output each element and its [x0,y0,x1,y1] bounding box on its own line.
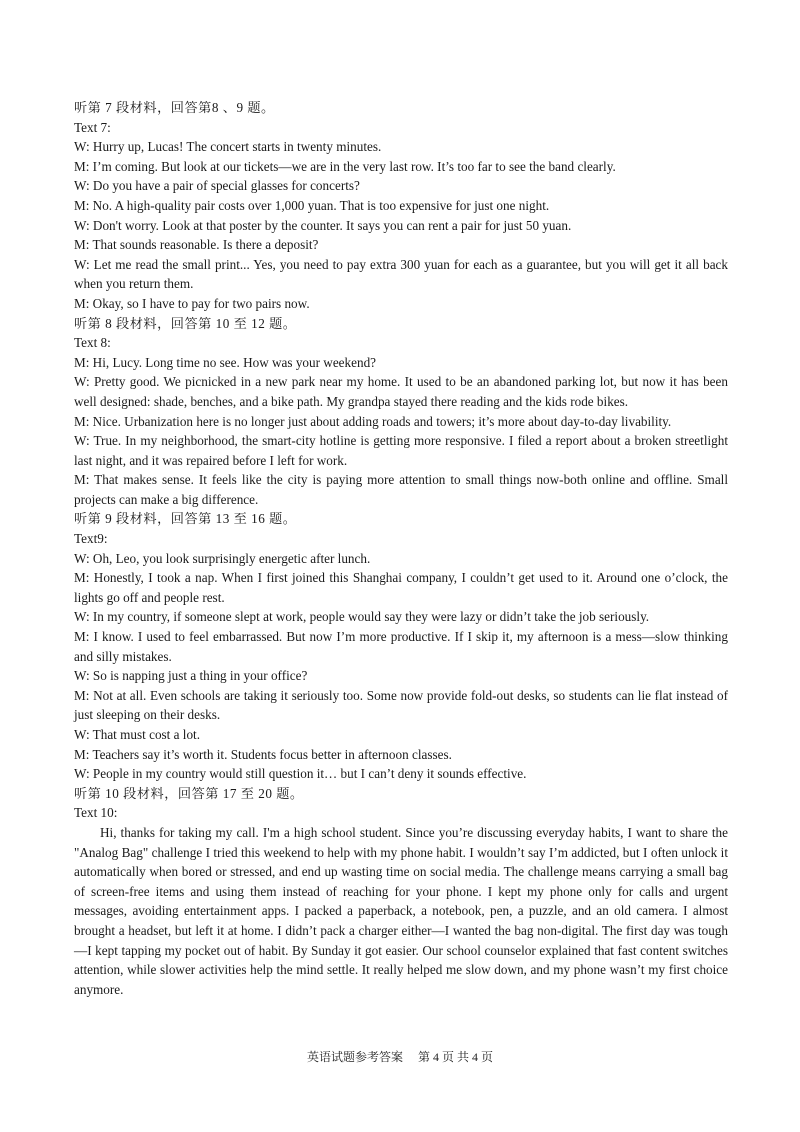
section-heading: 听第 8 段材料，回答第 10 至 12 题。 [74,315,297,331]
dialogue-line: W: In my country, if someone slept at work, people would say they were lazy or didn’t take the job seriously. [74,609,650,625]
dialogue-line: W: So is napping just a thing in your office? [74,668,308,684]
dialogue-line: W: Oh, Leo, you look surprisingly energetic after lunch. [74,550,371,566]
dialogue-line: M: No. A high-quality pair costs over 1,000 yuan. That is too expensive for just one night. [74,197,550,213]
section-label: Text 7: [74,119,111,135]
dialogue-line: W: Do you have a pair of special glasses for concerts? [74,178,360,194]
dialogue-line: M: Nice. Urbanization here is no longer just about adding roads and towers; it’s more about day-to-day livability. [74,413,672,429]
dialogue-line: W: Let me read the small print... Yes, you need to pay extra 300 yuan for each as a guarantee, but you will get it all back when you return them. [74,256,728,292]
dialogue-line: M: Not at all. Even schools are taking it seriously too. Some now provide fold-out desks, so students can lie flat instead of just sleeping on their desks. [74,687,728,723]
dialogue-line: W: That must cost a lot. [74,727,200,742]
dialogue-line: W: People in my country would still question it… but I can’t deny it sounds effective. [74,766,527,782]
monologue-paragraph: Hi, thanks for taking my call. I'm a high school student. Since you’re discussing everyday habits, I want to share the "Analog Bag" challenge I tried this weekend to help with my phone habit. I wouldn’t say I’m addicted, but I often unlock it automatically when bored or stressed, and end up wasting time on social media. The challenge means carrying a small bag of screen-free items and using them instead of reaching for your phone. I kept my phone only for calls and urgent messages, avoiding entertainment apps. I packed a paperback, a notebook, pen, a puzzle, and an old camera. I almost brought a headset, but left it at home. I didn’t pack a charger either—I wanted the bag non-digital. The first day was tough—I kept tapping my pocket out of habit. By Sunday it got easier. Our school counselor explained that fast content switches attention, while slower activities help the mind settle. It really helped me slow down, and my phone wasn’t my first choice anymore. [74,824,728,997]
section-label: Text9: [74,531,108,547]
dialogue-line: M: That sounds reasonable. Is there a deposit? [74,237,319,253]
page-footer: 英语试题参考答案 第 4 页 共 4 页 [306,1050,493,1064]
dialogue-line: W: Don't worry. Look at that poster by the counter. It says you can rent a pair for just 50 yuan. [74,217,572,233]
dialogue-line: W: Hurry up, Lucas! The concert starts in twenty minutes. [74,139,382,155]
section-heading: 听第 9 段材料，回答第 13 至 16 题。 [74,511,297,527]
dialogue-line: M: Hi, Lucy. Long time no see. How was your weekend? [74,354,377,370]
dialogue-line: M: Teachers say it’s worth it. Students focus better in afternoon classes. [74,746,452,762]
dialogue-line: M: That makes sense. It feels like the city is paying more attention to small things now-both online and offline. Small projects can make a big difference. [74,472,728,507]
section-heading: 听第 7 段材料，回答第8 、9 题。 [74,100,275,115]
dialogue-line: W: Pretty good. We picnicked in a new park near my home. It used to be an abandoned parking lot, but now it has been well designed: shade, benches, and a bike path. My grandpa stayed there reading and the kids rode bikes. [74,374,728,409]
section-label: Text 10: [74,805,118,821]
dialogue-line: M: Honestly, I took a nap. When I first joined this Shanghai company, I couldn’t get used to it. Around one o’clock, the lights go off and people rest. [74,570,728,605]
dialogue-line: M: I know. I used to feel embarrassed. But now I’m more productive. If I skip it, my afternoon is a mess—slow thinking and silly mistakes. [74,629,728,664]
dialogue-line: M: I’m coming. But look at our tickets—we are in the very last row. It’s too far to see the band clearly. [74,158,616,174]
dialogue-line: M: Okay, so I have to pay for two pairs now. [74,295,310,311]
dialogue-line: W: True. In my neighborhood, the smart-city hotline is getting more responsive. I filed a report about a broken streetlight last night, and it was repaired before I left for work. [74,433,728,468]
section-label: Text 8: [74,335,111,351]
section-heading: 听第 10 段材料，回答第 17 至 20 题。 [74,785,304,801]
document-body [74,98,728,999]
